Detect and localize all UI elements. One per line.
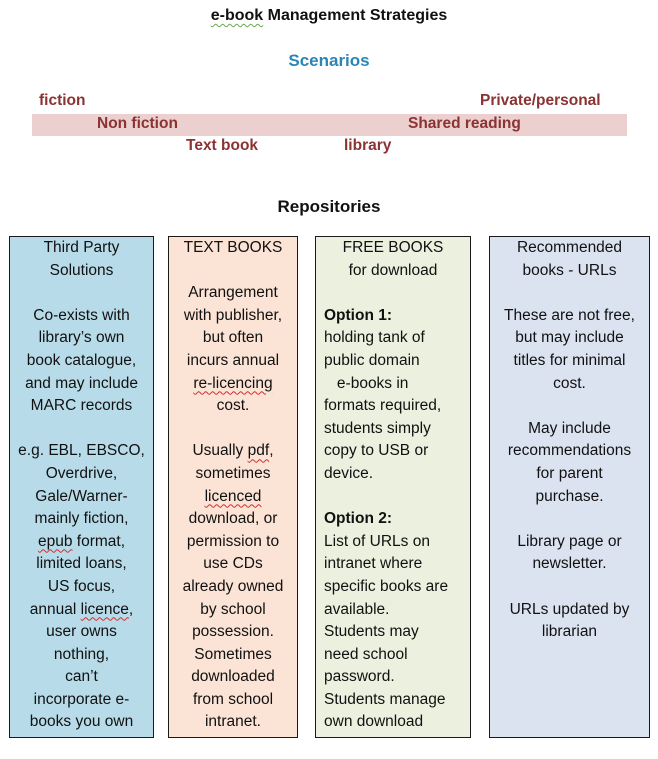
- title-rest: Management Strategies: [263, 7, 448, 24]
- box-text: by school: [200, 600, 266, 618]
- box-text: sometimes: [195, 464, 271, 482]
- box-text-part: Usually: [192, 442, 248, 460]
- box-text: already owned: [182, 577, 284, 595]
- box-text: Library page or: [517, 532, 622, 550]
- scenario-shared-reading: Shared reading: [408, 115, 521, 132]
- box-text: cost.: [553, 374, 586, 392]
- spell-flag: re-licencing: [193, 374, 273, 392]
- box-text: MARC records: [30, 397, 133, 415]
- box-text: Arrangement: [188, 284, 278, 302]
- scenario-private-personal: Private/personal: [480, 92, 601, 109]
- scenario-non-fiction: Non fiction: [97, 115, 178, 132]
- box-text: recommendations: [507, 442, 632, 460]
- page-title: [0, 7, 658, 25]
- box-text: intranet where: [324, 555, 423, 573]
- box-text: formats required,: [324, 397, 442, 415]
- box-text: Overdrive,: [45, 464, 118, 482]
- box-text: public domain: [324, 351, 420, 369]
- box-title: Solutions: [49, 261, 114, 279]
- box-text: and may include: [25, 374, 138, 392]
- box-text: need school: [324, 645, 408, 663]
- box-text: own download: [324, 713, 424, 731]
- box-text: password.: [324, 668, 395, 686]
- box-text: These are not free,: [504, 306, 635, 324]
- spell-flag: epub: [37, 532, 73, 550]
- box-text: Co-exists with: [33, 306, 130, 324]
- title-prefix: e-book: [210, 7, 264, 24]
- spell-flag: pdf: [247, 442, 270, 460]
- box-text: download, or: [188, 510, 278, 528]
- box-text: Students manage: [324, 690, 446, 708]
- box-title: books - URLs: [522, 261, 617, 279]
- box-text: students simply: [324, 419, 431, 437]
- box-text: e.g. EBL, EBSCO,: [18, 442, 145, 460]
- spell-flag: licence: [80, 600, 129, 618]
- box-text: can’t: [65, 668, 98, 686]
- box-text: device.: [324, 464, 374, 482]
- box-text: e-books in: [324, 374, 409, 392]
- box-text: [10, 599, 153, 622]
- scenario-text-book: Text book: [186, 137, 259, 154]
- box-text: Gale/Warner-: [35, 487, 128, 505]
- box-text: mainly fiction,: [34, 510, 129, 528]
- box-text: from school: [192, 690, 274, 708]
- box-text: possession.: [192, 623, 274, 641]
- box-text: but often: [202, 329, 264, 347]
- box-text: Sometimes: [194, 645, 272, 663]
- repository-recommended-books: [489, 236, 650, 738]
- box-text-part: annual: [29, 600, 81, 618]
- box-text: intranet.: [204, 713, 261, 731]
- repositories-heading: Repositories: [277, 197, 381, 216]
- box-text: limited loans,: [36, 555, 127, 573]
- repository-text-books: [168, 236, 298, 738]
- box-text: US focus,: [47, 577, 116, 595]
- box-text: cost.: [216, 397, 250, 415]
- box-text: List of URLs on: [324, 532, 430, 550]
- box-text-part: format,: [72, 532, 126, 550]
- box-title: Third Party: [43, 239, 120, 256]
- box-title: FREE BOOKS: [342, 239, 444, 256]
- box-text: May include: [528, 419, 611, 437]
- box-text: purchase.: [535, 487, 604, 505]
- box-text: librarian: [541, 623, 598, 641]
- box-text: [169, 486, 297, 509]
- box-text: library’s own: [38, 329, 125, 347]
- spell-flag: licenced: [204, 487, 262, 505]
- box-text: URLs updated by: [509, 600, 630, 618]
- box-text: for parent: [536, 464, 603, 482]
- box-title: TEXT BOOKS: [183, 239, 283, 256]
- box-text-part: ,: [269, 442, 274, 460]
- box-text: permission to: [186, 532, 280, 550]
- box-text: nothing,: [53, 645, 110, 663]
- scenarios-heading: [0, 51, 658, 71]
- box-text: specific books are: [324, 577, 449, 595]
- scenario-library: library: [344, 137, 392, 154]
- box-text: newsletter.: [532, 555, 607, 573]
- box-text: downloaded: [191, 668, 275, 686]
- box-text-part: ,: [128, 600, 134, 618]
- box-text: [10, 531, 153, 554]
- box-text: copy to USB or: [324, 442, 429, 460]
- box-text: titles for minimal: [513, 351, 626, 369]
- repository-free-books: [315, 236, 471, 738]
- box-text: books you own: [29, 713, 134, 731]
- option-2-label: Option 2:: [324, 510, 393, 528]
- box-text: [169, 440, 297, 463]
- box-text: available.: [324, 600, 390, 618]
- box-text: user owns: [46, 623, 117, 641]
- box-text: with publisher,: [183, 306, 283, 324]
- box-text: incorporate e-: [33, 690, 130, 708]
- box-title: for download: [348, 261, 438, 279]
- box-text: [169, 373, 297, 396]
- box-text: incurs annual: [186, 351, 280, 369]
- box-text: holding tank of: [324, 329, 425, 347]
- box-title: Recommended: [516, 239, 623, 256]
- box-text: book catalogue,: [26, 351, 137, 369]
- scenario-fiction: fiction: [39, 92, 86, 109]
- repository-third-party: [9, 236, 154, 738]
- box-text: Students may: [324, 623, 419, 641]
- scenarios-heading-text: Scenarios: [288, 51, 370, 70]
- box-text: but may include: [515, 329, 624, 347]
- option-1-label: Option 1:: [324, 306, 393, 324]
- box-text: use CDs: [203, 555, 263, 573]
